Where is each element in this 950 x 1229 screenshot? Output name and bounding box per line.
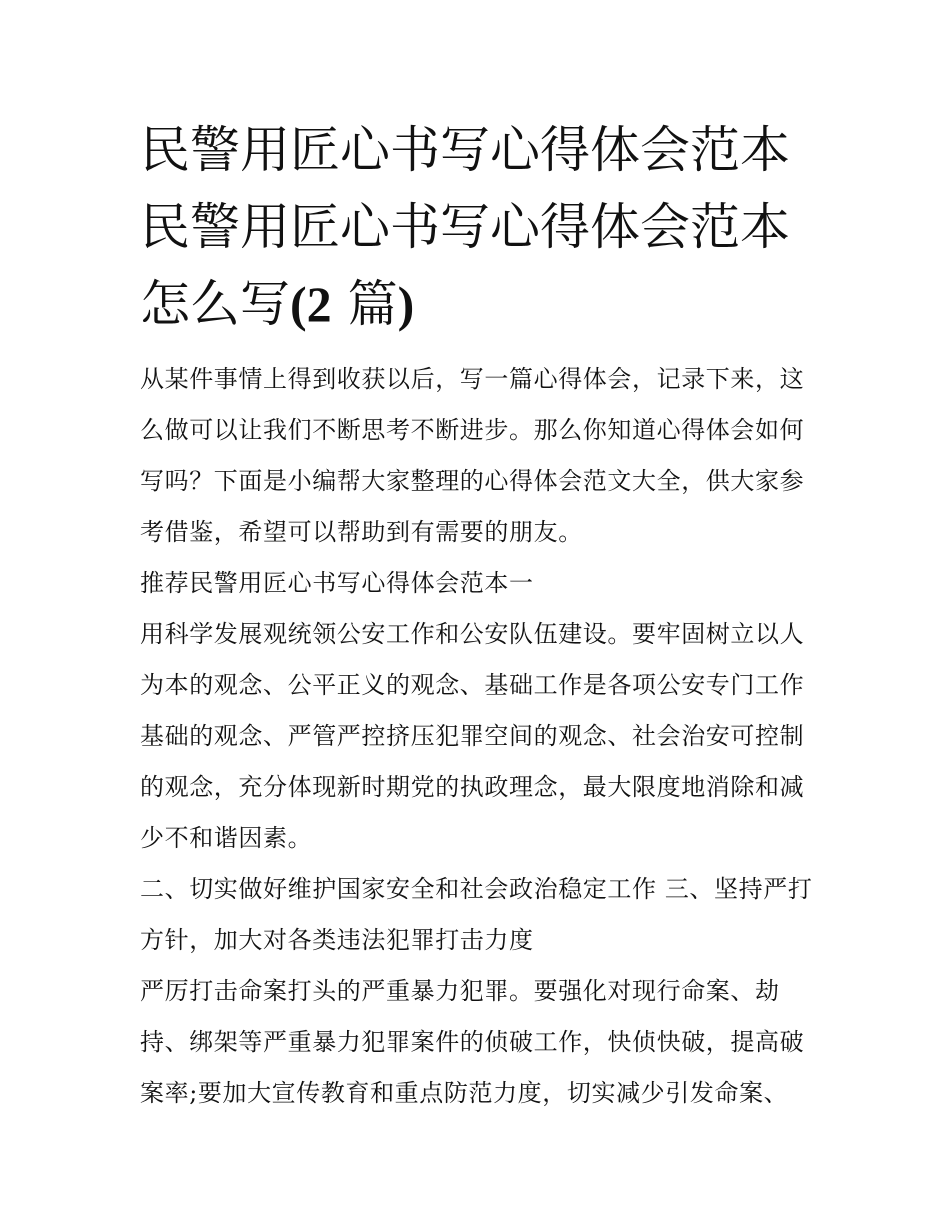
document-body bbox=[140, 354, 820, 1119]
title-number: 2 bbox=[306, 276, 332, 332]
intro-paragraph: 从某件事情上得到收获以后，写一篇心得体会，记录下来，这么做可以让我们不断思考不断进步。那么你知道心得体会如何写吗？下面是小编帮大家整理的心得体会范文大全，供大家参考借鉴，希望可以帮助到有需要的朋友。 bbox=[140, 365, 805, 546]
document-title bbox=[140, 112, 820, 343]
title-paren-open: ( bbox=[290, 276, 307, 332]
section-heading: 推荐民警用匠心书写心得体会范本一 bbox=[140, 569, 534, 597]
body-paragraph: 严厉打击命案打头的严重暴力犯罪。要强化对现行命案、劫持、绑架等严重暴力犯罪案件的侦破工作，快侦快破，提高破案率;要加大宣传教育和重点防范力度，切实减少引发命案、 bbox=[140, 977, 805, 1107]
title-unit: 篇 bbox=[347, 275, 398, 333]
body-paragraph: 用科学发展观统领公安工作和公安队伍建设。要牢固树立以人为本的观念、公平正义的观念、基础工作是各项公安专门工作基础的观念、严管严控挤压犯罪空间的观念、社会治安可控制的观念，充分体现新时期党的执政理念，最大限度地消除和减少不和谐因素。 bbox=[140, 620, 805, 852]
title-text: 民警用匠心书写心得体会范本民警用匠心书写心得体会范本怎么写 bbox=[140, 121, 790, 333]
body-paragraph: 二、切实做好维护国家安全和社会政治稳定工作 三、坚持严打方针，加大对各类违法犯罪打击力度 bbox=[140, 875, 813, 954]
title-paren-close: ) bbox=[397, 276, 415, 332]
